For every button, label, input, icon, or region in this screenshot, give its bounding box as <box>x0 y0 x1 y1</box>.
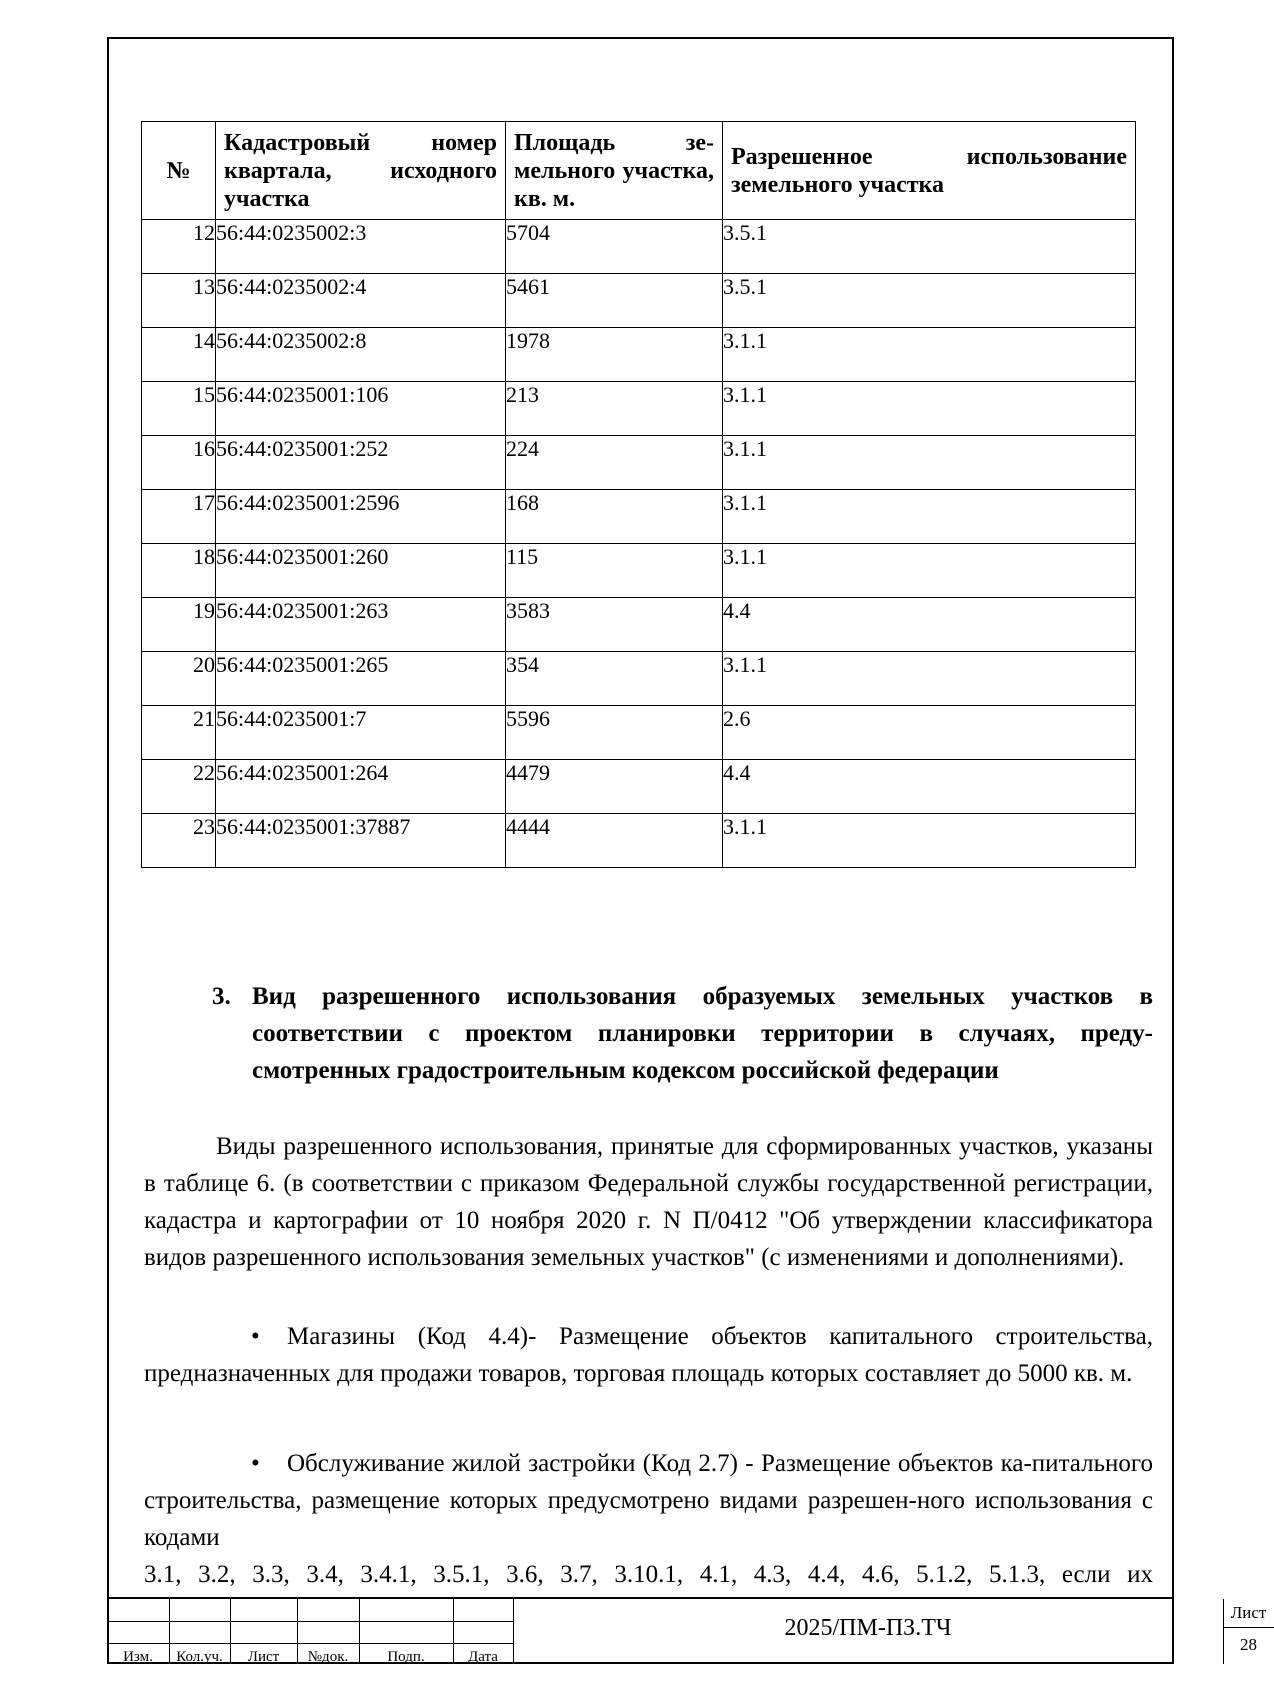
header-num: № <box>142 122 216 220</box>
row-number: 17 <box>142 490 216 544</box>
plot-area: 354 <box>506 652 723 706</box>
plot-area: 115 <box>506 544 723 598</box>
stamp-line <box>1223 1627 1274 1628</box>
header-use: Разрешенное использование земельного участка <box>723 122 1136 220</box>
permitted-use: 3.1.1 <box>723 436 1136 490</box>
plot-area: 5461 <box>506 274 723 328</box>
plot-area: 4479 <box>506 760 723 814</box>
plot-area: 224 <box>506 436 723 490</box>
permitted-use: 3.1.1 <box>723 328 1136 382</box>
row-number: 16 <box>142 436 216 490</box>
plot-area: 168 <box>506 490 723 544</box>
permitted-use: 4.4 <box>723 598 1136 652</box>
stamp-label: Изм. <box>123 1649 153 1665</box>
table-row <box>142 274 1136 328</box>
permitted-use: 3.1.1 <box>723 382 1136 436</box>
bullet-icon: • <box>251 1323 260 1350</box>
cadastral-number: 56:44:0235001:264 <box>216 760 506 814</box>
stamp-label: Дата <box>468 1649 498 1665</box>
document-code: 2025/ПМ-ПЗ.ТЧ <box>784 1615 952 1641</box>
row-number: 14 <box>142 328 216 382</box>
row-number: 19 <box>142 598 216 652</box>
table-row <box>142 436 1136 490</box>
bullet-shops-text: Магазины (Код 4.4)- Размещение объектов капитального строительства, предназначенных для продажи товаров, торговая площадь которых составляет до 5000 кв. м. <box>144 1323 1153 1387</box>
row-number: 22 <box>142 760 216 814</box>
section-number: 3. <box>212 983 231 1010</box>
table-row <box>142 814 1136 868</box>
row-number: 12 <box>142 220 216 274</box>
cadastral-number: 56:44:0235002:4 <box>216 274 506 328</box>
table-row <box>142 328 1136 382</box>
permitted-use: 3.1.1 <box>723 490 1136 544</box>
cadastral-number: 56:44:0235002:3 <box>216 220 506 274</box>
table-row <box>142 760 1136 814</box>
cadastral-number: 56:44:0235001:260 <box>216 544 506 598</box>
table-row <box>142 382 1136 436</box>
sheet-label: Лист <box>1230 1603 1267 1622</box>
section-heading <box>212 978 1153 1089</box>
permitted-use: 2.6 <box>723 706 1136 760</box>
cadastral-number: 56:44:0235001:252 <box>216 436 506 490</box>
stamp-label: Подп. <box>387 1649 425 1665</box>
table-row <box>142 598 1136 652</box>
table-row <box>142 706 1136 760</box>
row-number: 13 <box>142 274 216 328</box>
plot-area: 213 <box>506 382 723 436</box>
header-area: Площадь зе-мельного участка, кв. м. <box>506 122 723 220</box>
cadastral-number: 56:44:0235001:37887 <box>216 814 506 868</box>
plot-area: 3583 <box>506 598 723 652</box>
row-number: 15 <box>142 382 216 436</box>
bullet-service-tail: 3.1, 3.2, 3.3, 3.4, 3.4.1, 3.5.1, 3.6, 3.7, 3.10.1, 4.1, 4.3, 4.4, 4.6, 5.1.2, 5.1.3, если их <box>144 1561 1153 1588</box>
cadastral-number: 56:44:0235001:263 <box>216 598 506 652</box>
permitted-use: 3.1.1 <box>723 544 1136 598</box>
permitted-use: 4.4 <box>723 760 1136 814</box>
intro-paragraph: Виды разрешенного использования, принятые для сформированных участков, указаны в таблице 6. (в соответствии с приказом Федеральной службы государственной регистрации, кадастра и картографии от 10 ноября 2020 г. N П/0412 "Об утверждении классификатора видов разрешенного использования земельных участков" (с изменениями и дополнениями). <box>144 1133 1153 1271</box>
header-cadastral: Кадастровый номер квартала, исходного участка <box>216 122 506 220</box>
cadastral-number: 56:44:0235001:2596 <box>216 490 506 544</box>
plot-area: 5596 <box>506 706 723 760</box>
bullet-icon: • <box>251 1450 260 1477</box>
row-number: 18 <box>142 544 216 598</box>
table-header-row <box>142 122 1136 220</box>
permitted-use: 3.1.1 <box>723 814 1136 868</box>
land-plots-table <box>141 121 1136 868</box>
plot-area: 1978 <box>506 328 723 382</box>
stamp-label: Лист <box>247 1649 280 1665</box>
cadastral-number: 56:44:0235001:7 <box>216 706 506 760</box>
row-number: 20 <box>142 652 216 706</box>
section-title: Вид разрешенного использования образуемых земельных участков в соответствии с проектом планировки территории в случаях, преду-смотренных градостроительным кодексом российской федерации <box>252 983 1153 1084</box>
table-row <box>142 220 1136 274</box>
row-number: 21 <box>142 706 216 760</box>
plot-area: 4444 <box>506 814 723 868</box>
bullet-service-text: Обслуживание жилой застройки (Код 2.7) - Размещение объектов ка-питального строительства, размещение которых предусмотрено видами разрешен-ного использования с кодами <box>144 1450 1153 1551</box>
cadastral-number: 56:44:0235002:8 <box>216 328 506 382</box>
plot-area: 5704 <box>506 220 723 274</box>
permitted-use: 3.5.1 <box>723 220 1136 274</box>
bullet-service <box>144 1445 1153 1556</box>
table-row <box>142 490 1136 544</box>
sheet-number: 28 <box>1240 1635 1257 1654</box>
stamp-label: №док. <box>307 1649 349 1665</box>
permitted-use: 3.5.1 <box>723 274 1136 328</box>
cadastral-number: 56:44:0235001:265 <box>216 652 506 706</box>
cadastral-number: 56:44:0235001:106 <box>216 382 506 436</box>
permitted-use: 3.1.1 <box>723 652 1136 706</box>
row-number: 23 <box>142 814 216 868</box>
bullet-shops <box>144 1318 1153 1392</box>
table-row <box>142 652 1136 706</box>
title-block <box>107 1597 1267 1665</box>
table-row <box>142 544 1136 598</box>
stamp-label: Кол.уч. <box>176 1649 223 1665</box>
